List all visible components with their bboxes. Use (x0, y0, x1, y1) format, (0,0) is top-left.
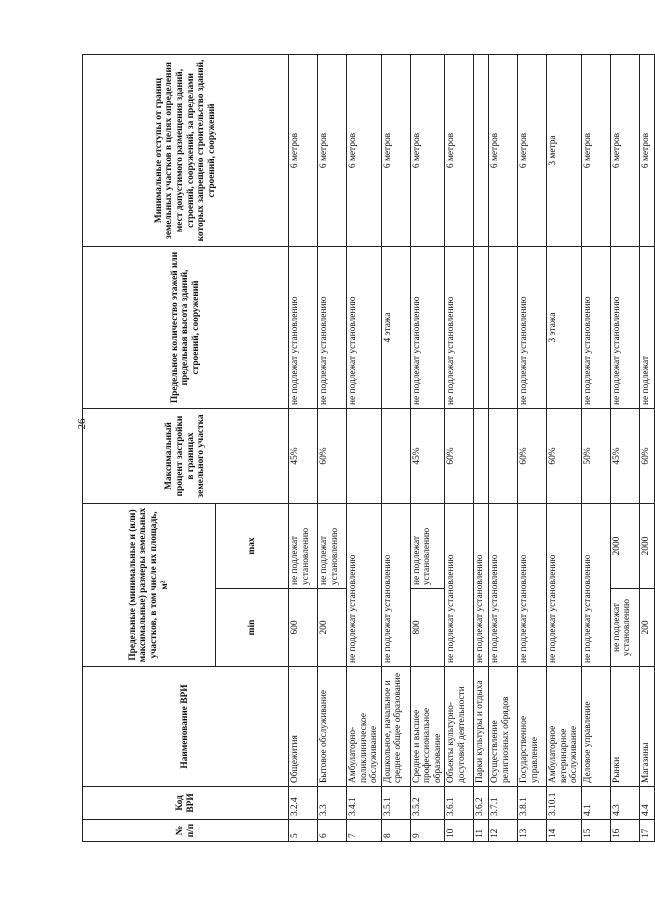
row-min: не подлежат установлению (610, 589, 639, 667)
row-code: 4.4 (639, 787, 654, 820)
row-num: 15 (581, 820, 610, 842)
row-name: Магазины (639, 667, 654, 787)
header-code: Код ВРИ (83, 787, 289, 820)
header-num: № п/п (83, 820, 289, 842)
row-percent: 45% (410, 409, 445, 504)
row-name: Государственное управление (518, 667, 547, 787)
header-name: Наименование ВРИ (83, 667, 289, 787)
row-setback: 6 метров (410, 55, 445, 247)
row-percent: 50% (581, 409, 610, 504)
row-floors (474, 247, 489, 409)
row-num: 8 (381, 820, 410, 842)
row-code: 3.6.1 (445, 787, 474, 820)
row-floors: не подлежат установлению (610, 247, 639, 409)
header-area: Предельные (минимальные и (или) максимальные) размеры земельных участков, в том числе их площадь, м² (83, 504, 216, 667)
row-min: 600 (289, 589, 318, 667)
row-percent: 60% (518, 409, 547, 504)
row-floors: не подлежат (639, 247, 654, 409)
table-row (639, 55, 654, 842)
row-percent: 60% (445, 409, 474, 504)
row-code: 3.7.1 (489, 787, 518, 820)
row-num: 11 (474, 820, 489, 842)
row-name: Среднее и высшее профессиональное образование (410, 667, 445, 787)
table-row (489, 55, 518, 842)
row-percent (347, 409, 382, 504)
row-setback: 6 метров (445, 55, 474, 247)
header-max: max (216, 504, 289, 589)
row-name: Бытовое обслуживание (318, 667, 347, 787)
row-setback: 6 метров (381, 55, 410, 247)
header-setback: Минимальные отступы от границ земельных участков в целях определения мест допустимого размещения зданий, строений, сооружений, за пределами которых запрещено строительство зданий, строений, сооружений (83, 55, 289, 247)
header-floors: Предельное количество этажей или предельная высота зданий, строений, сооружений (83, 247, 289, 409)
row-code: 3.4.1 (347, 787, 382, 820)
row-floors: не подлежат установлению (318, 247, 347, 409)
row-area-span: не подлежат установлению (474, 504, 489, 667)
row-percent: 60% (639, 409, 654, 504)
row-num: 12 (489, 820, 518, 842)
row-area-span: не подлежат установлению (547, 504, 582, 667)
table-row (581, 55, 610, 842)
row-floors: 4 этажа (381, 247, 410, 409)
row-floors (489, 247, 518, 409)
row-code: 3.2.4 (289, 787, 318, 820)
row-max: не подлежат установлению (289, 504, 318, 589)
row-floors: 3 этажа (547, 247, 582, 409)
row-area-span: не подлежат установлению (581, 504, 610, 667)
row-area-span: не подлежат установлению (518, 504, 547, 667)
table-row (610, 55, 639, 842)
row-name: Амбулаторно-поликлиническое обслуживание (347, 667, 382, 787)
table-row (547, 55, 582, 842)
row-name: Объекты культурно-досуговой деятельности (445, 667, 474, 787)
row-setback: 6 метров (489, 55, 518, 247)
header-percent: Максимальный процент застройки в границах земельного участка (83, 409, 289, 504)
row-num: 14 (547, 820, 582, 842)
row-percent: 60% (547, 409, 582, 504)
row-percent (381, 409, 410, 504)
row-setback: 6 метров (518, 55, 547, 247)
row-floors: не подлежат установлению (347, 247, 382, 409)
table-row (518, 55, 547, 842)
row-floors: не подлежат установлению (289, 247, 318, 409)
row-num: 7 (347, 820, 382, 842)
row-code: 4.3 (610, 787, 639, 820)
header-min: min (216, 589, 289, 667)
row-setback: 6 метров (347, 55, 382, 247)
row-name: Осуществление религиозных обрядов (489, 667, 518, 787)
row-num: 13 (518, 820, 547, 842)
row-area-span: не подлежат установлению (489, 504, 518, 667)
rotated-page (82, 55, 651, 842)
row-name: Амбулаторное ветеринарное обслуживание (547, 667, 582, 787)
row-max: не подлежат установлению (318, 504, 347, 589)
row-code: 3.8.1 (518, 787, 547, 820)
row-num: 9 (410, 820, 445, 842)
row-setback: 6 метров (289, 55, 318, 247)
row-code: 4.1 (581, 787, 610, 820)
table-row (410, 55, 445, 842)
table-row (318, 55, 347, 842)
row-code: 3.6.2 (474, 787, 489, 820)
row-floors: не подлежат установлению (518, 247, 547, 409)
row-percent (474, 409, 489, 504)
row-code: 3.10.1 (547, 787, 582, 820)
row-num: 6 (318, 820, 347, 842)
row-floors: не подлежат установлению (581, 247, 610, 409)
row-code: 3.5.1 (381, 787, 410, 820)
row-area-span: не подлежат установлению (347, 504, 382, 667)
row-setback (474, 55, 489, 247)
table-row (289, 55, 318, 842)
row-floors: не подлежат установлению (445, 247, 474, 409)
row-max: не подлежат установлению (410, 504, 445, 589)
row-max: 2000 (639, 504, 654, 589)
row-max: 2000 (610, 504, 639, 589)
row-floors: не подлежат установлению (410, 247, 445, 409)
row-min: 200 (318, 589, 347, 667)
row-num: 10 (445, 820, 474, 842)
row-percent: 60% (318, 409, 347, 504)
row-name: Деловое управление (581, 667, 610, 787)
table-row (474, 55, 489, 842)
row-area-span: не подлежат установлению (445, 504, 474, 667)
row-setback: 6 метров (639, 55, 654, 247)
row-min: 200 (639, 589, 654, 667)
row-percent: 45% (289, 409, 318, 504)
row-setback: 6 метров (610, 55, 639, 247)
row-name: Общежития (289, 667, 318, 787)
row-name: Дошкольное, начальное и среднее общее образование (381, 667, 410, 787)
row-num: 17 (639, 820, 654, 842)
row-percent: 45% (610, 409, 639, 504)
regulations-table (82, 54, 655, 842)
table-row (347, 55, 382, 842)
row-name: Рынки (610, 667, 639, 787)
row-num: 5 (289, 820, 318, 842)
row-setback: 6 метров (581, 55, 610, 247)
row-code: 3.5.2 (410, 787, 445, 820)
row-area-span: не подлежат установлению (381, 504, 410, 667)
row-name: Парки культуры и отдыха (474, 667, 489, 787)
row-num: 16 (610, 820, 639, 842)
table-row (381, 55, 410, 842)
row-setback: 3 метра (547, 55, 582, 247)
row-min: 800 (410, 589, 445, 667)
row-percent (489, 409, 518, 504)
table-row (445, 55, 474, 842)
row-code: 3.3 (318, 787, 347, 820)
row-setback: 6 метров (318, 55, 347, 247)
page-number: 26 (76, 418, 88, 430)
